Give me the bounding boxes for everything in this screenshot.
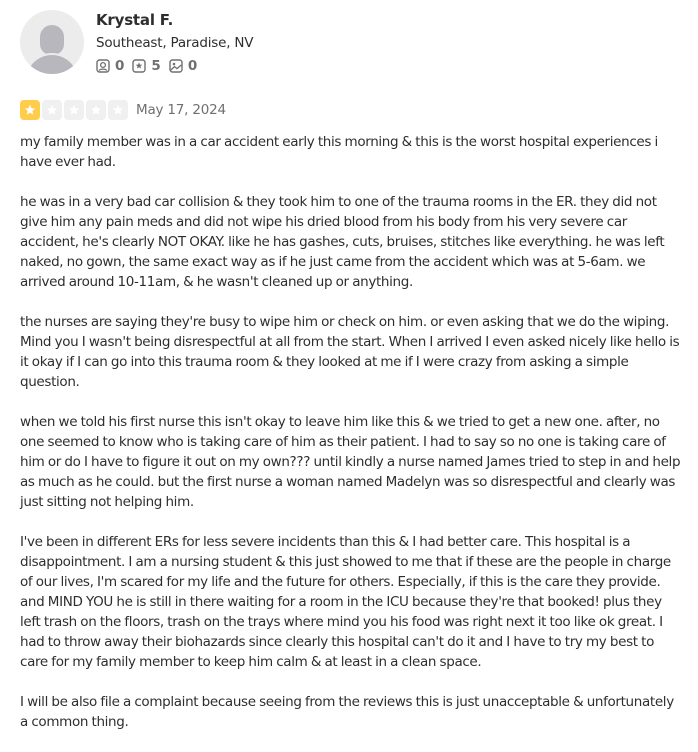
- star-4-empty: [86, 100, 106, 120]
- star-icon: [112, 104, 124, 116]
- friends-icon: [96, 59, 110, 73]
- review-paragraph: I will be also file a complaint because seeing from the reviews this is just unacceptable & unfortunately a common thing.: [20, 694, 674, 730]
- review-paragraph: my family member was in a car accident early this morning & this is the worst hospital experiences i have ever had.: [20, 134, 658, 170]
- review-text: [20, 132, 682, 752]
- stat-photos: [169, 56, 197, 76]
- rating-row: [20, 100, 226, 120]
- reviews-icon: [132, 59, 146, 73]
- star-1-filled: [20, 100, 40, 120]
- user-info: [96, 10, 253, 76]
- review-paragraph: when we told his first nurse this isn't okay to leave him like this & we tried to get a new one. after, no one seemed to know who is taking care of him as their patient. I had to say so no one is taking care of him or do I have to figure it out on my own??? until kindly a nurse named James tried to step in and help as much as he could. but the first nurse a woman named Madelyn was so disrespectful and clearly was just sitting not helping him.: [20, 414, 681, 510]
- review-paragraph: he was in a very bad car collision & they took him to one of the trauma rooms in the ER. they did not give him any pain meds and did not wipe his dried blood from his body from his very severe car accident, he's clearly NOT OKAY. like he has gashes, cuts, bruises, stitches like everything. he was left naked, no gown, the same exact way as if he just came from the accident which was at 5-6am. we arrived around 10-11am, & he wasn't cleaned up or anything.: [20, 194, 665, 290]
- avatar-shoulders-shape: [26, 55, 78, 74]
- star-icon: [24, 104, 36, 116]
- photos-count: 0: [187, 58, 198, 74]
- stat-friends: [96, 56, 124, 76]
- user-location: Southeast, Paradise, NV: [96, 35, 254, 51]
- star-icon: [46, 104, 58, 116]
- star-icon: [90, 104, 102, 116]
- star-2-empty: [42, 100, 62, 120]
- reviews-count: 5: [151, 58, 161, 74]
- review-date: May 17, 2024: [136, 102, 226, 118]
- star-5-empty: [108, 100, 128, 120]
- user-name-link[interactable]: Krystal F.: [96, 11, 174, 29]
- photos-icon: [169, 59, 183, 73]
- stat-reviews: [132, 56, 160, 76]
- friends-count: 0: [115, 58, 125, 74]
- star-icon: [68, 104, 80, 116]
- avatar-head-shape: [40, 25, 64, 55]
- user-avatar[interactable]: [20, 10, 84, 74]
- star-3-empty: [64, 100, 84, 120]
- user-header: [20, 10, 253, 76]
- star-rating: [20, 100, 130, 120]
- user-stats: [96, 56, 253, 76]
- review-paragraph: I've been in different ERs for less severe incidents than this & I had better care. This hospital is a disappointment. I am a nursing student & this just showed to me that if these are the people in charge of our lives, I'm scared for my life and the future for others. Especially, if this is the care they provide. and MIND YOU he is still in there waiting for a room in the ICU because they're that booked! plus they left trash on the floors, trash on the trays where mind you his food was right next it too like ok great. I had to throw away their biohazards since clearly this hospital can't do it and I have to try my best to care for my family member to keep him calm & at least in a clean space.: [20, 534, 671, 670]
- review-paragraph: the nurses are saying they're busy to wipe him or check on him. or even asking that we do the wiping. Mind you I wasn't being disrespectful at all from the start. When I arrived I even asked nicely like hello is it okay if I can go into this trauma room & they looked at me if I were crazy from asking a simple question.: [20, 314, 680, 390]
